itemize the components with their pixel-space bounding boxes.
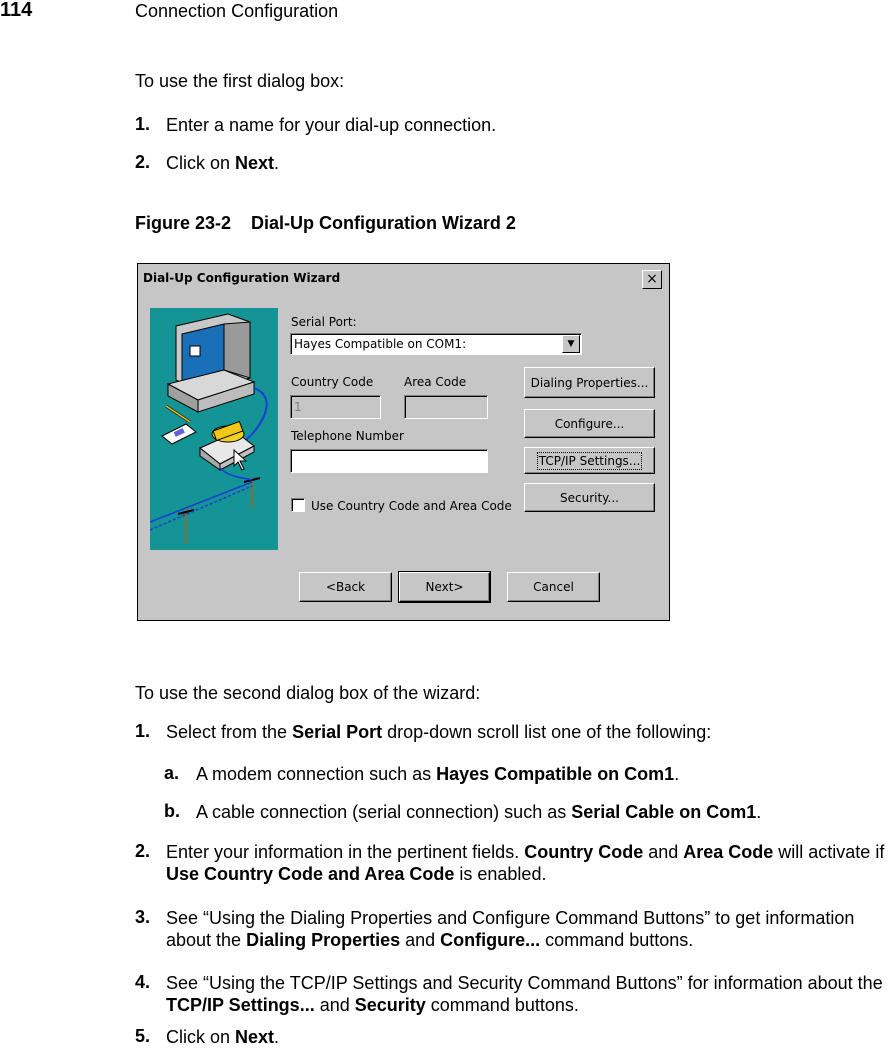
dialog-titlebar[interactable] <box>139 265 668 294</box>
figure-label: Figure 23-2 <box>135 213 232 233</box>
close-button[interactable]: × <box>642 270 662 289</box>
area-code-label: Area Code <box>404 375 467 389</box>
country-code-value: 1 <box>294 400 302 414</box>
step-number: 2. <box>135 152 151 172</box>
security-button[interactable]: Security... <box>524 483 655 512</box>
serial-port-select[interactable] <box>290 333 582 355</box>
step-text: Enter a name for your dial-up connection. <box>166 115 497 135</box>
second-step-1a: a. A modem connection such as Hayes Compatible on Com1. <box>164 763 680 784</box>
step-text: Click on Next. <box>166 153 280 173</box>
figure-title: Dial-Up Configuration Wizard 2 <box>251 213 516 233</box>
dropdown-arrow-icon[interactable]: ▼ <box>562 335 580 353</box>
second-step-1: 1. Select from the Serial Port drop-down scroll list one of the following: <box>135 721 712 742</box>
telephone-number-input[interactable] <box>290 449 488 473</box>
dial-up-wizard-dialog <box>137 263 670 621</box>
second-lead: To use the second dialog box of the wizard: <box>135 683 481 703</box>
serial-port-value: Hayes Compatible on COM1: <box>294 337 467 351</box>
use-codes-label[interactable]: Use Country Code and Area Code <box>311 499 512 513</box>
country-code-label: Country Code <box>291 375 374 389</box>
second-step-1b: b. A cable connection (serial connection) such as Serial Cable on Com1. <box>164 801 762 822</box>
second-step-2: 2. Enter your information in the pertinent fields. Country Code and Area Code will activate if Use Country Code and Area Code is enabled. <box>135 841 885 884</box>
country-code-input[interactable] <box>290 395 381 419</box>
serial-port-label: Serial Port: <box>291 315 357 329</box>
cancel-button[interactable]: Cancel <box>507 572 600 602</box>
computer-phone-illustration <box>150 308 278 550</box>
page-header <box>0 0 892 26</box>
second-step-4: 4. See “Using the TCP/IP Settings and Security Command Buttons” for information about the TCP/IP Settings... and Security command buttons. <box>135 972 883 1015</box>
running-header-title: Connection Configuration <box>135 1 339 21</box>
intro-step-1 <box>135 114 875 136</box>
wizard-illustration <box>150 308 278 550</box>
back-button[interactable]: <Back <box>299 572 392 602</box>
dialing-properties-button[interactable]: Dialing Properties... <box>524 367 655 398</box>
tcpip-settings-button[interactable]: TCP/IP Settings... <box>524 447 655 474</box>
dialog-title: Dial-Up Configuration Wizard <box>143 271 341 285</box>
intro-lead: To use the first dialog box: <box>135 71 345 91</box>
page-number: 114 <box>0 0 33 21</box>
telephone-number-label: Telephone Number <box>291 429 404 443</box>
intro-step-2 <box>135 152 875 174</box>
next-button[interactable]: Next> <box>399 572 490 602</box>
second-step-5: 5. Click on Next. <box>135 1026 280 1047</box>
second-step-3: 3. See “Using the Dialing Properties and Configure Command Buttons” to get information about the Dialing Properties and Configure... command buttons. <box>135 907 855 950</box>
figure-caption <box>135 213 516 234</box>
step-number: 1. <box>135 114 151 134</box>
configure-button[interactable]: Configure... <box>524 409 655 438</box>
area-code-input[interactable] <box>404 395 488 419</box>
use-codes-checkbox[interactable] <box>291 498 305 512</box>
